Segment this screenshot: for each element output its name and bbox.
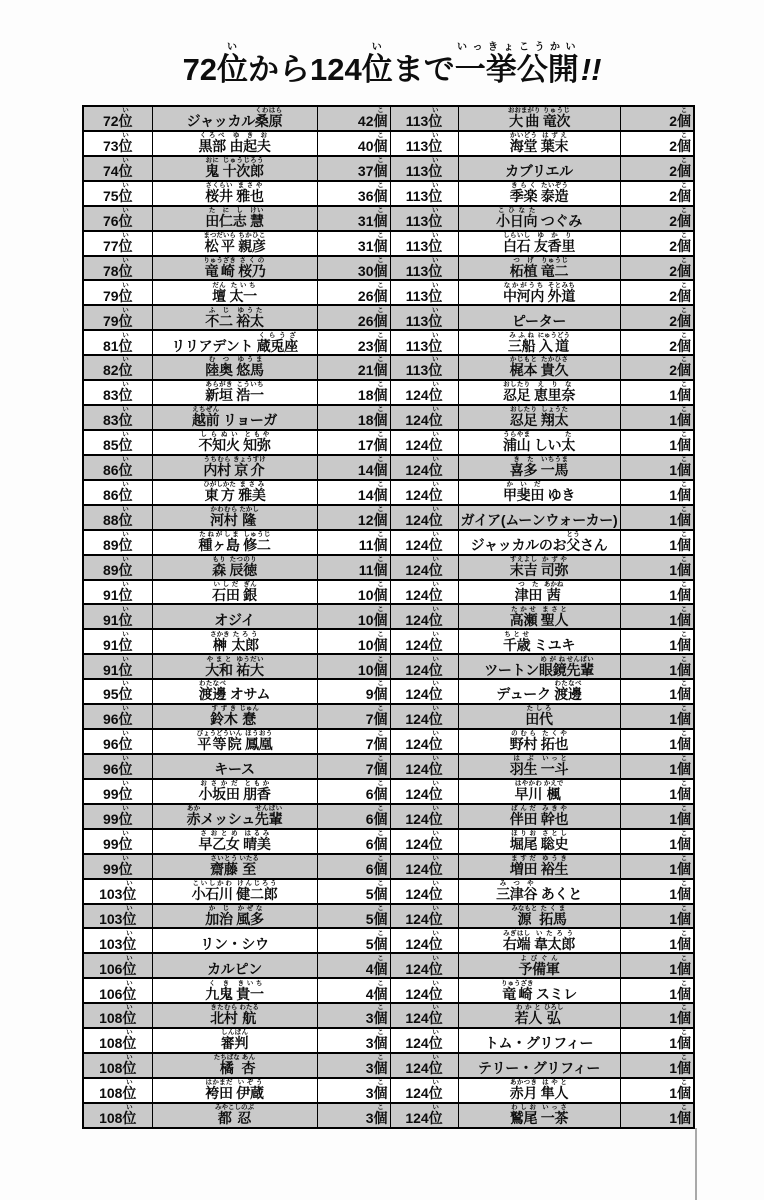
rank-cell-left: 91位い bbox=[83, 629, 152, 654]
rank-cell-right: 124位い bbox=[390, 604, 458, 629]
rank-cell-right: 113位い bbox=[390, 256, 458, 281]
table-row bbox=[83, 256, 694, 281]
rank-cell-right: 124位い bbox=[390, 480, 458, 505]
table-row bbox=[83, 405, 694, 430]
table-row bbox=[83, 953, 694, 978]
votes-cell-left: 3個こ bbox=[317, 1028, 390, 1053]
rank-cell-right: 124位い bbox=[390, 704, 458, 729]
name-cell-right: テリー・グリフィー bbox=[458, 1053, 620, 1078]
rank-cell-left: 99位い bbox=[83, 779, 152, 804]
votes-cell-right: 2個こ bbox=[620, 330, 694, 355]
title-wrap bbox=[0, 42, 764, 87]
table-row bbox=[83, 978, 694, 1003]
votes-cell-left: 12個こ bbox=[317, 505, 390, 530]
votes-cell-right: 1個こ bbox=[620, 704, 694, 729]
rank-cell-right: 124位い bbox=[390, 380, 458, 405]
votes-cell-right: 1個こ bbox=[620, 580, 694, 605]
votes-cell-left: 3個こ bbox=[317, 1003, 390, 1028]
rank-cell-right: 113位い bbox=[390, 106, 458, 131]
votes-cell-left: 3個こ bbox=[317, 1053, 390, 1078]
table-row bbox=[83, 505, 694, 530]
table-row bbox=[83, 530, 694, 555]
rank-cell-left: 108位い bbox=[83, 1103, 152, 1128]
rank-cell-right: 113位い bbox=[390, 355, 458, 380]
name-cell-left: 河村かわむら 隆たかし bbox=[152, 505, 317, 530]
name-cell-left: 袴田はかまだ 伊蔵いぞう bbox=[152, 1078, 317, 1103]
rank-cell-left: 106位い bbox=[83, 978, 152, 1003]
table-row bbox=[83, 206, 694, 231]
name-cell-right: 中河内なかがうち 外道そとみち bbox=[458, 280, 620, 305]
votes-cell-left: 26個こ bbox=[317, 305, 390, 330]
rank-cell-left: 89位い bbox=[83, 555, 152, 580]
rank-cell-left: 73位い bbox=[83, 131, 152, 156]
rank-cell-left: 106位い bbox=[83, 953, 152, 978]
votes-cell-right: 2個こ bbox=[620, 156, 694, 181]
rank-cell-right: 124位い bbox=[390, 430, 458, 455]
name-cell-left: 審判しんぱん bbox=[152, 1028, 317, 1053]
table-row bbox=[83, 804, 694, 829]
votes-cell-left: 14個こ bbox=[317, 480, 390, 505]
table-row bbox=[83, 779, 694, 804]
votes-cell-left: 40個こ bbox=[317, 131, 390, 156]
name-cell-right: デューク 渡邊わたなべ bbox=[458, 679, 620, 704]
rank-cell-left: 85位い bbox=[83, 430, 152, 455]
name-cell-left: 大和やまと 祐大ゆうだい bbox=[152, 654, 317, 679]
rank-cell-right: 124位い bbox=[390, 729, 458, 754]
page-title: 72位いから124位いまで一挙公開いっきょこうかい!! bbox=[182, 42, 602, 87]
rank-cell-right: 124位い bbox=[390, 879, 458, 904]
rank-cell-left: 108位い bbox=[83, 1028, 152, 1053]
name-cell-left: 新垣あらがき 浩一こういち bbox=[152, 380, 317, 405]
rank-cell-right: 124位い bbox=[390, 804, 458, 829]
rank-cell-left: 82位い bbox=[83, 355, 152, 380]
table-row bbox=[83, 156, 694, 181]
name-cell-right: 忍足おしたり 翔太しょうた bbox=[458, 405, 620, 430]
table-row bbox=[83, 555, 694, 580]
name-cell-left: オジイ bbox=[152, 604, 317, 629]
rank-cell-right: 124位い bbox=[390, 455, 458, 480]
name-cell-right: 白石しらいし 友香里ゆかり bbox=[458, 231, 620, 256]
name-cell-right: 小日向こひなた つぐみ bbox=[458, 206, 620, 231]
table-row bbox=[83, 679, 694, 704]
name-cell-left: 北村きたむら 航わたる bbox=[152, 1003, 317, 1028]
table-row bbox=[83, 1003, 694, 1028]
table-row bbox=[83, 1103, 694, 1128]
votes-cell-left: 6個こ bbox=[317, 804, 390, 829]
rank-cell-left: 89位い bbox=[83, 530, 152, 555]
rank-cell-right: 124位い bbox=[390, 505, 458, 530]
votes-cell-right: 2個こ bbox=[620, 106, 694, 131]
name-cell-left: 九鬼くき 貴一きいち bbox=[152, 978, 317, 1003]
votes-cell-left: 14個こ bbox=[317, 455, 390, 480]
rank-cell-left: 99位い bbox=[83, 854, 152, 879]
votes-cell-left: 42個こ bbox=[317, 106, 390, 131]
votes-cell-left: 6個こ bbox=[317, 854, 390, 879]
name-cell-left: 松平まつだいら 親彦ちかひこ bbox=[152, 231, 317, 256]
table-row bbox=[83, 580, 694, 605]
name-cell-left: 黒部くろべ 由起夫ゆきお bbox=[152, 131, 317, 156]
name-cell-left: 赤あかメッシュ先輩せんぱい bbox=[152, 804, 317, 829]
name-cell-right: 堀尾ほりお 聡史さとし bbox=[458, 829, 620, 854]
votes-cell-right: 1個こ bbox=[620, 729, 694, 754]
rank-cell-right: 113位い bbox=[390, 280, 458, 305]
votes-cell-right: 1個こ bbox=[620, 604, 694, 629]
name-cell-right: ジャッカルのお父とうさん bbox=[458, 530, 620, 555]
votes-cell-left: 31個こ bbox=[317, 206, 390, 231]
rank-cell-left: 74位い bbox=[83, 156, 152, 181]
name-cell-left: 平等院びょうどういん 鳳凰ほうおう bbox=[152, 729, 317, 754]
rank-cell-right: 113位い bbox=[390, 131, 458, 156]
rank-cell-right: 124位い bbox=[390, 1028, 458, 1053]
rank-cell-right: 124位い bbox=[390, 829, 458, 854]
name-cell-left: 東方ひがしかた 雅美まさみ bbox=[152, 480, 317, 505]
rank-cell-left: 95位い bbox=[83, 679, 152, 704]
name-cell-right: 竜崎りゅうざき スミレ bbox=[458, 978, 620, 1003]
rank-cell-right: 113位い bbox=[390, 330, 458, 355]
name-cell-right: 忍足おしたり 恵里奈えりな bbox=[458, 380, 620, 405]
name-cell-right: 末吉すえよし 司弥かずや bbox=[458, 555, 620, 580]
table-row bbox=[83, 1053, 694, 1078]
votes-cell-left: 36個こ bbox=[317, 181, 390, 206]
table-row bbox=[83, 355, 694, 380]
name-cell-left: 早乙女さおとめ 晴美はるみ bbox=[152, 829, 317, 854]
rank-cell-left: 86位い bbox=[83, 480, 152, 505]
table-row bbox=[83, 106, 694, 131]
votes-cell-right: 1個こ bbox=[620, 679, 694, 704]
name-cell-left: 桜井さくらい 雅也まさや bbox=[152, 181, 317, 206]
rank-cell-left: 99位い bbox=[83, 804, 152, 829]
name-cell-right: 早川はやかわ 楓かえで bbox=[458, 779, 620, 804]
name-cell-right: ピーター bbox=[458, 305, 620, 330]
name-cell-right: 柘植つげ 竜二りゅうじ bbox=[458, 256, 620, 281]
votes-cell-right: 1個こ bbox=[620, 953, 694, 978]
votes-cell-right: 1個こ bbox=[620, 904, 694, 929]
rank-cell-right: 124位い bbox=[390, 679, 458, 704]
votes-cell-right: 1個こ bbox=[620, 804, 694, 829]
name-cell-right: 鷲尾わしお 一茶いっさ bbox=[458, 1103, 620, 1128]
name-cell-right: 田代たしろ bbox=[458, 704, 620, 729]
votes-cell-right: 1個こ bbox=[620, 978, 694, 1003]
table-row bbox=[83, 181, 694, 206]
rank-cell-right: 124位い bbox=[390, 530, 458, 555]
name-cell-right: 若人わかと 弘ひろし bbox=[458, 1003, 620, 1028]
name-cell-left: 鬼おに 十次郎じゅうじろう bbox=[152, 156, 317, 181]
votes-cell-left: 17個こ bbox=[317, 430, 390, 455]
name-cell-left: 小坂田おさかだ 朋香ともか bbox=[152, 779, 317, 804]
name-cell-right: 野村のむら 拓也たくや bbox=[458, 729, 620, 754]
name-cell-right: 羽生はぶ 一斗いっと bbox=[458, 754, 620, 779]
name-cell-right: トム・グリフィー bbox=[458, 1028, 620, 1053]
table-row bbox=[83, 829, 694, 854]
votes-cell-left: 10個こ bbox=[317, 604, 390, 629]
votes-cell-right: 2個こ bbox=[620, 355, 694, 380]
votes-cell-left: 7個こ bbox=[317, 754, 390, 779]
votes-cell-left: 18個こ bbox=[317, 380, 390, 405]
rank-cell-left: 91位い bbox=[83, 604, 152, 629]
rank-cell-right: 124位い bbox=[390, 629, 458, 654]
name-cell-right: 赤月あかつき 隼人はやと bbox=[458, 1078, 620, 1103]
rank-cell-left: 96位い bbox=[83, 729, 152, 754]
ranking-table-body bbox=[83, 106, 694, 1128]
rank-cell-left: 91位い bbox=[83, 580, 152, 605]
rank-cell-left: 108位い bbox=[83, 1078, 152, 1103]
name-cell-left: 加治かじ 風多かぜな bbox=[152, 904, 317, 929]
votes-cell-right: 1個こ bbox=[620, 829, 694, 854]
rank-cell-left: 81位い bbox=[83, 330, 152, 355]
votes-cell-right: 1個こ bbox=[620, 505, 694, 530]
name-cell-left: キース bbox=[152, 754, 317, 779]
name-cell-left: 小石川こいしかわ 健二郎けんじろう bbox=[152, 879, 317, 904]
votes-cell-right: 2個こ bbox=[620, 131, 694, 156]
votes-cell-left: 37個こ bbox=[317, 156, 390, 181]
name-cell-left: 渡邊わたなべ オサム bbox=[152, 679, 317, 704]
table-row bbox=[83, 654, 694, 679]
table-row bbox=[83, 330, 694, 355]
name-cell-right: 右端みぎはし 韋太郎いたろう bbox=[458, 928, 620, 953]
rank-cell-right: 124位い bbox=[390, 654, 458, 679]
rank-cell-left: 99位い bbox=[83, 829, 152, 854]
name-cell-left: 内村うちむら 京介きょうすけ bbox=[152, 455, 317, 480]
table-row bbox=[83, 305, 694, 330]
rank-cell-left: 79位い bbox=[83, 305, 152, 330]
votes-cell-left: 30個こ bbox=[317, 256, 390, 281]
name-cell-right: ツートン眼鏡めがね先輩せんぱい bbox=[458, 654, 620, 679]
table-row bbox=[83, 604, 694, 629]
name-cell-right: 海堂かいどう 葉末はずえ bbox=[458, 131, 620, 156]
votes-cell-right: 1個こ bbox=[620, 928, 694, 953]
votes-cell-left: 11個こ bbox=[317, 530, 390, 555]
votes-cell-left: 9個こ bbox=[317, 679, 390, 704]
table-row bbox=[83, 430, 694, 455]
name-cell-right: ガイア(ムーンウォーカー) bbox=[458, 505, 620, 530]
rank-cell-left: 103位い bbox=[83, 879, 152, 904]
name-cell-right: 千歳ちとせ ミユキ bbox=[458, 629, 620, 654]
votes-cell-left: 3個こ bbox=[317, 1078, 390, 1103]
votes-cell-left: 10個こ bbox=[317, 654, 390, 679]
votes-cell-right: 1個こ bbox=[620, 480, 694, 505]
name-cell-left: 都みやこ 忍しのぶ bbox=[152, 1103, 317, 1128]
rank-cell-left: 86位い bbox=[83, 455, 152, 480]
rank-cell-right: 124位い bbox=[390, 953, 458, 978]
name-cell-right: 源みなもと 拓馬たくま bbox=[458, 904, 620, 929]
name-cell-left: リリアデント 蔵兎座くらうざ bbox=[152, 330, 317, 355]
votes-cell-left: 5個こ bbox=[317, 904, 390, 929]
votes-cell-right: 1個こ bbox=[620, 430, 694, 455]
votes-cell-left: 7個こ bbox=[317, 704, 390, 729]
rank-cell-right: 124位い bbox=[390, 1103, 458, 1128]
rank-cell-left: 83位い bbox=[83, 405, 152, 430]
table-row bbox=[83, 231, 694, 256]
rank-cell-right: 124位い bbox=[390, 1078, 458, 1103]
votes-cell-left: 11個こ bbox=[317, 555, 390, 580]
name-cell-left: 陸奥むつ 悠馬ゆうま bbox=[152, 355, 317, 380]
table-row bbox=[83, 380, 694, 405]
rank-cell-right: 113位い bbox=[390, 181, 458, 206]
name-cell-left: 竜崎りゅうざき 桜乃さくの bbox=[152, 256, 317, 281]
rank-cell-right: 113位い bbox=[390, 156, 458, 181]
votes-cell-left: 3個こ bbox=[317, 1103, 390, 1128]
title-exclamation: !! bbox=[580, 52, 602, 87]
name-cell-right: 喜多きた 一馬いちうま bbox=[458, 455, 620, 480]
name-cell-left: カルピン bbox=[152, 953, 317, 978]
votes-cell-left: 4個こ bbox=[317, 978, 390, 1003]
table-row bbox=[83, 704, 694, 729]
name-cell-left: リン・シウ bbox=[152, 928, 317, 953]
votes-cell-left: 21個こ bbox=[317, 355, 390, 380]
name-cell-left: 不知火しらぬい 知弥ともや bbox=[152, 430, 317, 455]
name-cell-right: 浦山うらやま しい太た bbox=[458, 430, 620, 455]
rank-cell-left: 96位い bbox=[83, 754, 152, 779]
rank-cell-left: 108位い bbox=[83, 1003, 152, 1028]
votes-cell-right: 1個こ bbox=[620, 779, 694, 804]
name-cell-right: 津田つた 茜あかね bbox=[458, 580, 620, 605]
name-cell-right: 伴田ばんだ 幹也みきや bbox=[458, 804, 620, 829]
rank-cell-left: 91位い bbox=[83, 654, 152, 679]
rank-cell-left: 88位い bbox=[83, 505, 152, 530]
rank-cell-left: 75位い bbox=[83, 181, 152, 206]
page-edge-line bbox=[695, 1128, 697, 1200]
table-row bbox=[83, 629, 694, 654]
votes-cell-right: 1個こ bbox=[620, 754, 694, 779]
rank-cell-right: 124位い bbox=[390, 580, 458, 605]
name-cell-left: 齋藤さいとう 至いたる bbox=[152, 854, 317, 879]
votes-cell-right: 2個こ bbox=[620, 231, 694, 256]
table-row bbox=[83, 455, 694, 480]
name-cell-left: 石田いしだ 銀ぎん bbox=[152, 580, 317, 605]
votes-cell-left: 23個こ bbox=[317, 330, 390, 355]
name-cell-left: 越前えちぜん リョーガ bbox=[152, 405, 317, 430]
name-cell-left: 田仁志たにし 慧けい bbox=[152, 206, 317, 231]
rank-cell-right: 113位い bbox=[390, 206, 458, 231]
votes-cell-left: 5個こ bbox=[317, 879, 390, 904]
name-cell-left: 不二ふじ 裕太ゆうた bbox=[152, 305, 317, 330]
rank-cell-left: 96位い bbox=[83, 704, 152, 729]
votes-cell-left: 10個こ bbox=[317, 629, 390, 654]
votes-cell-right: 2個こ bbox=[620, 181, 694, 206]
name-cell-right: 季楽きらく 泰造たいぞう bbox=[458, 181, 620, 206]
name-cell-right: 甲斐田かいだ ゆき bbox=[458, 480, 620, 505]
rank-cell-left: 83位い bbox=[83, 380, 152, 405]
table-row bbox=[83, 280, 694, 305]
votes-cell-left: 7個こ bbox=[317, 729, 390, 754]
ranking-table bbox=[82, 105, 695, 1129]
votes-cell-left: 26個こ bbox=[317, 280, 390, 305]
votes-cell-left: 5個こ bbox=[317, 928, 390, 953]
votes-cell-right: 1個こ bbox=[620, 1003, 694, 1028]
votes-cell-right: 1個こ bbox=[620, 1053, 694, 1078]
rank-cell-left: 103位い bbox=[83, 904, 152, 929]
name-cell-left: 種ヶ島たねがしま 修二しゅうじ bbox=[152, 530, 317, 555]
votes-cell-right: 2個こ bbox=[620, 305, 694, 330]
votes-cell-right: 1個こ bbox=[620, 555, 694, 580]
votes-cell-left: 10個こ bbox=[317, 580, 390, 605]
votes-cell-right: 1個こ bbox=[620, 1028, 694, 1053]
rank-cell-right: 113位い bbox=[390, 231, 458, 256]
votes-cell-left: 6個こ bbox=[317, 829, 390, 854]
name-cell-right: 高瀬たかせ 聖人まさと bbox=[458, 604, 620, 629]
table-row bbox=[83, 480, 694, 505]
rank-cell-left: 72位い bbox=[83, 106, 152, 131]
rank-cell-right: 124位い bbox=[390, 779, 458, 804]
name-cell-right: 梶本かじもと 貴久たかひさ bbox=[458, 355, 620, 380]
table-row bbox=[83, 854, 694, 879]
name-cell-left: 橘たちばな 杏あん bbox=[152, 1053, 317, 1078]
rank-cell-right: 124位い bbox=[390, 928, 458, 953]
votes-cell-left: 18個こ bbox=[317, 405, 390, 430]
name-cell-right: 大曲おおまがり 竜次りゅうじ bbox=[458, 106, 620, 131]
table-row bbox=[83, 131, 694, 156]
votes-cell-left: 6個こ bbox=[317, 779, 390, 804]
votes-cell-right: 1個こ bbox=[620, 879, 694, 904]
name-cell-right: 予備軍よびぐん bbox=[458, 953, 620, 978]
votes-cell-right: 1個こ bbox=[620, 1103, 694, 1128]
table-row bbox=[83, 1078, 694, 1103]
votes-cell-right: 1個こ bbox=[620, 380, 694, 405]
rank-cell-left: 78位い bbox=[83, 256, 152, 281]
name-cell-left: ジャッカル桑原くわはら bbox=[152, 106, 317, 131]
rank-cell-left: 108位い bbox=[83, 1053, 152, 1078]
name-cell-left: 森もり 辰徳たつのり bbox=[152, 555, 317, 580]
table-row bbox=[83, 879, 694, 904]
table-row bbox=[83, 928, 694, 953]
name-cell-right: 三津谷みつや あくと bbox=[458, 879, 620, 904]
votes-cell-right: 1個こ bbox=[620, 405, 694, 430]
name-cell-right: カブリエル bbox=[458, 156, 620, 181]
rank-cell-right: 124位い bbox=[390, 904, 458, 929]
votes-cell-right: 1個こ bbox=[620, 455, 694, 480]
rank-cell-right: 124位い bbox=[390, 405, 458, 430]
votes-cell-right: 1個こ bbox=[620, 654, 694, 679]
votes-cell-right: 2個こ bbox=[620, 280, 694, 305]
rank-cell-right: 124位い bbox=[390, 854, 458, 879]
votes-cell-left: 4個こ bbox=[317, 953, 390, 978]
name-cell-left: 鈴木すずき 惷じゅん bbox=[152, 704, 317, 729]
votes-cell-right: 1個こ bbox=[620, 629, 694, 654]
rank-cell-right: 124位い bbox=[390, 978, 458, 1003]
name-cell-right: 増田ますだ 裕生ゆうき bbox=[458, 854, 620, 879]
rank-cell-left: 76位い bbox=[83, 206, 152, 231]
table-row bbox=[83, 754, 694, 779]
votes-cell-left: 31個こ bbox=[317, 231, 390, 256]
rank-cell-left: 77位い bbox=[83, 231, 152, 256]
rank-cell-right: 124位い bbox=[390, 1003, 458, 1028]
table-row bbox=[83, 904, 694, 929]
name-cell-left: 榊さかき 太郎たろう bbox=[152, 629, 317, 654]
votes-cell-right: 2個こ bbox=[620, 206, 694, 231]
votes-cell-right: 1個こ bbox=[620, 854, 694, 879]
name-cell-right: 三船みふね 入道にゅうどう bbox=[458, 330, 620, 355]
rank-cell-left: 103位い bbox=[83, 928, 152, 953]
rank-cell-right: 124位い bbox=[390, 1053, 458, 1078]
rank-cell-left: 79位い bbox=[83, 280, 152, 305]
rank-cell-right: 124位い bbox=[390, 754, 458, 779]
votes-cell-right: 1個こ bbox=[620, 530, 694, 555]
name-cell-left: 壇だん 太一たいち bbox=[152, 280, 317, 305]
table-row bbox=[83, 1028, 694, 1053]
votes-cell-right: 2個こ bbox=[620, 256, 694, 281]
votes-cell-right: 1個こ bbox=[620, 1078, 694, 1103]
rank-cell-right: 124位い bbox=[390, 555, 458, 580]
rank-cell-right: 113位い bbox=[390, 305, 458, 330]
table-row bbox=[83, 729, 694, 754]
